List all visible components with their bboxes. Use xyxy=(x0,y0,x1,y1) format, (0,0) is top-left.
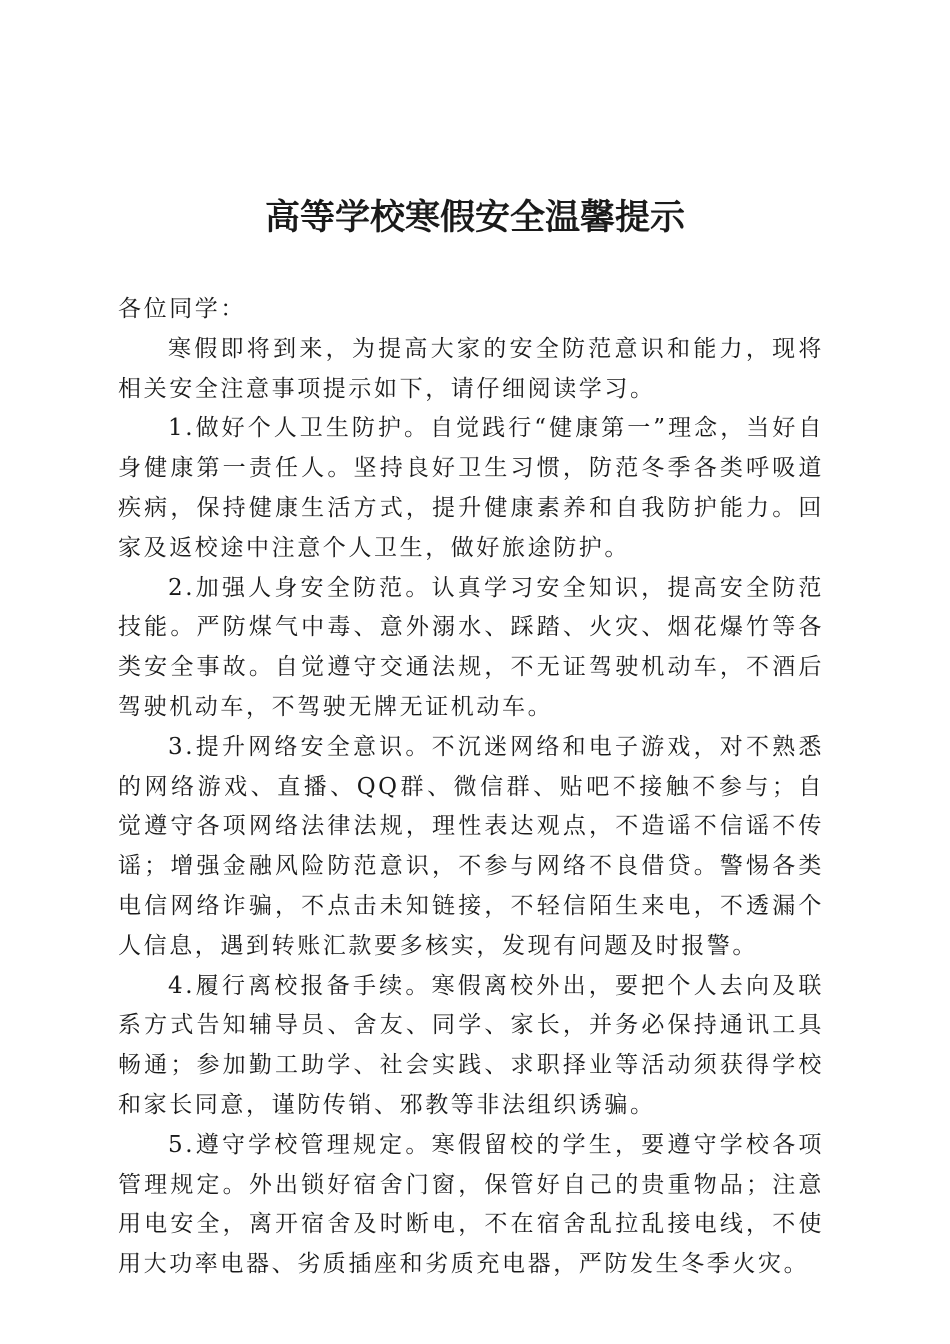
document-title: 高等学校寒假安全温馨提示 xyxy=(264,197,685,238)
salutation: 各位同学： xyxy=(118,296,246,322)
notice-item-4: 4.履行离校报备手续。寒假离校外出，要把个人去向及联系方式告知辅导员、舍友、同学、家长，并务必保持通讯工具畅通；参加勤工助学、社会实践、求职择业等活动须获得学校和家长同意，谨防传销、邪教等非法组织诱骗。 xyxy=(118,972,824,1118)
notice-item-1: 1.做好个人卫生防护。自觉践行“健康第一”理念，当好自身健康第一责任人。坚持良好卫生习惯，防范冬季各类呼吸道疾病，保持健康生活方式，提升健康素养和自我防护能力。回家及返校途中注意个人卫生，做好旅途防护。 xyxy=(118,415,824,561)
intro-paragraph: 寒假即将到来，为提高大家的安全防范意识和能力，现将相关安全注意事项提示如下，请仔细阅读学习。 xyxy=(118,335,824,402)
notice-item-5: 5.遵守学校管理规定。寒假留校的学生，要遵守学校各项管理规定。外出锁好宿舍门窗，保管好自己的贵重物品；注意用电安全，离开宿舍及时断电，不在宿舍乱拉乱接电线，不使用大功率电器、劣质插座和劣质充电器，严防发生冬季火灾。 xyxy=(118,1131,824,1278)
document-body xyxy=(118,290,824,1285)
notice-item-2: 2.加强人身安全防范。认真学习安全知识，提高安全防范技能。严防煤气中毒、意外溺水、踩踏、火灾、烟花爆竹等各类安全事故。自觉遵守交通法规，不无证驾驶机动车，不酒后驾驶机动车，不驾驶无牌无证机动车。 xyxy=(118,574,824,720)
notice-item-3: 3.提升网络安全意识。不沉迷网络和电子游戏，对不熟悉的网络游戏、直播、QQ群、微信群、贴吧不接触不参与；自觉遵守各项网络法律法规，理性表达观点，不造谣不信谣不传谣；增强金融风险防范意识，不参与网络不良借贷。警惕各类电信网络诈骗，不点击未知链接，不轻信陌生来电，不透漏个人信息，遇到转账汇款要多核实，发现有问题及时报警。 xyxy=(118,733,824,959)
